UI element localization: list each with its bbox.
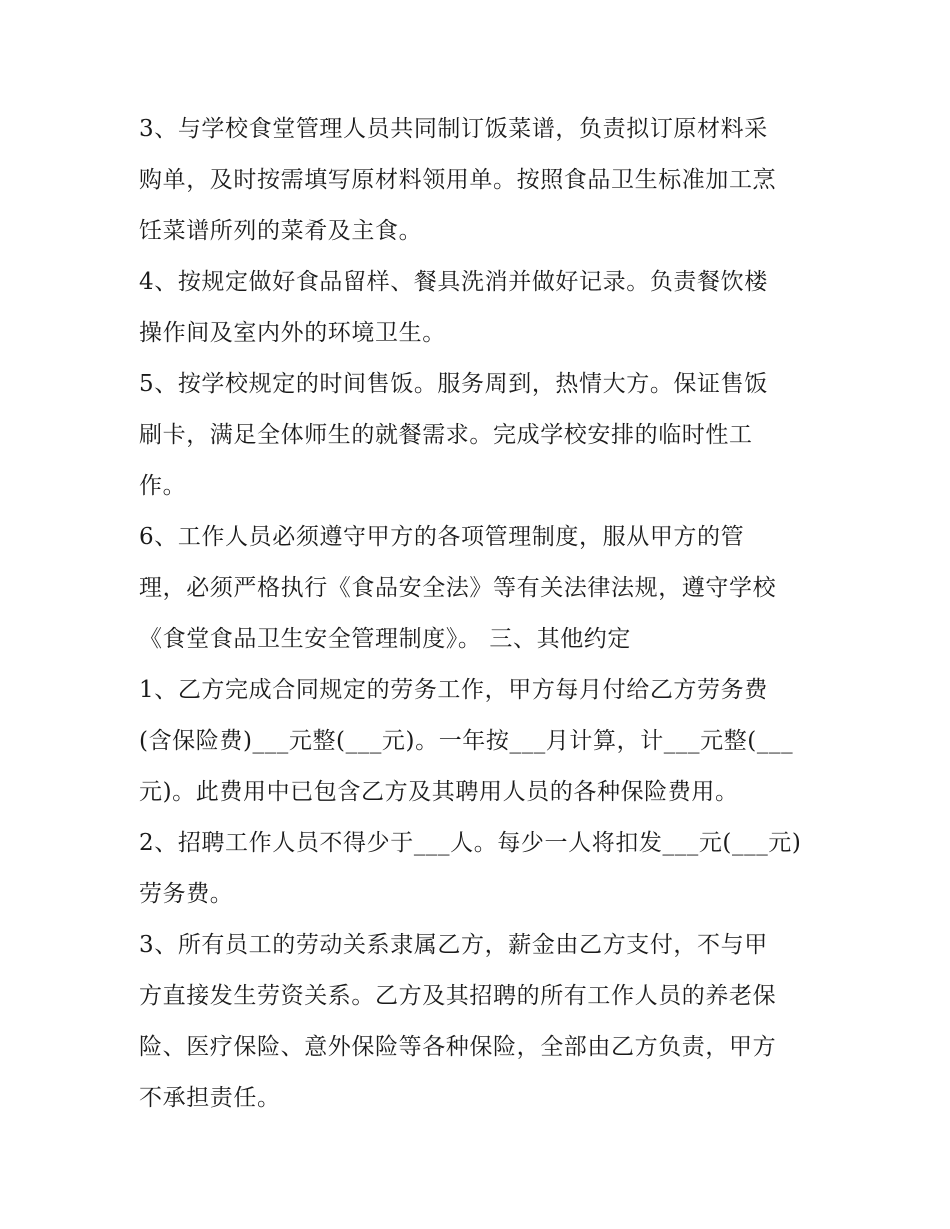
- text-line: 劳务费。: [139, 881, 234, 907]
- text-line: 作。: [139, 473, 187, 499]
- text-line: 2、招聘工作人员不得少于___人。每少一人将扣发___元(___元): [139, 830, 802, 856]
- text-line: 购单，及时按需填写原材料领用单。按照食品卫生标准加工烹: [139, 167, 777, 193]
- text-line: 不承担责任。: [139, 1085, 281, 1111]
- text-line: 操作间及室内外的环境卫生。: [139, 320, 446, 346]
- text-line: 3、与学校食堂管理人员共同制订饭菜谱，负责拟订原材料采: [139, 116, 768, 142]
- text-line: 险、医疗保险、意外保险等各种保险，全部由乙方负责，甲方: [139, 1034, 777, 1060]
- text-line: 《食堂食品卫生安全管理制度》。 三、其他约定: [139, 626, 632, 652]
- text-line: 饪菜谱所列的菜肴及主食。: [139, 218, 423, 244]
- text-line: 1、乙方完成合同规定的劳务工作，甲方每月付给乙方劳务费: [139, 677, 768, 703]
- text-line: 6、工作人员必须遵守甲方的各项管理制度，服从甲方的管: [139, 524, 745, 550]
- document-body: [139, 104, 819, 1124]
- text-line: 理，必须严格执行《食品安全法》等有关法律法规，遵守学校: [139, 575, 777, 601]
- text-line: 5、按学校规定的时间售饭。服务周到，热情大方。保证售饭: [139, 371, 768, 397]
- text-line: 3、所有员工的劳动关系隶属乙方，薪金由乙方支付，不与甲: [139, 932, 768, 958]
- text-line: (含保险费)___元整(___元)。一年按___月计算，计___元整(___: [139, 728, 794, 754]
- text-line: 4、按规定做好食品留样、餐具洗消并做好记录。负责餐饮楼: [139, 269, 768, 295]
- text-line: 刷卡，满足全体师生的就餐需求。完成学校安排的临时性工: [139, 422, 753, 448]
- text-line: 元)。此费用中已包含乙方及其聘用人员的各种保险费用。: [139, 779, 739, 805]
- text-line: 方直接发生劳资关系。乙方及其招聘的所有工作人员的养老保: [139, 983, 777, 1009]
